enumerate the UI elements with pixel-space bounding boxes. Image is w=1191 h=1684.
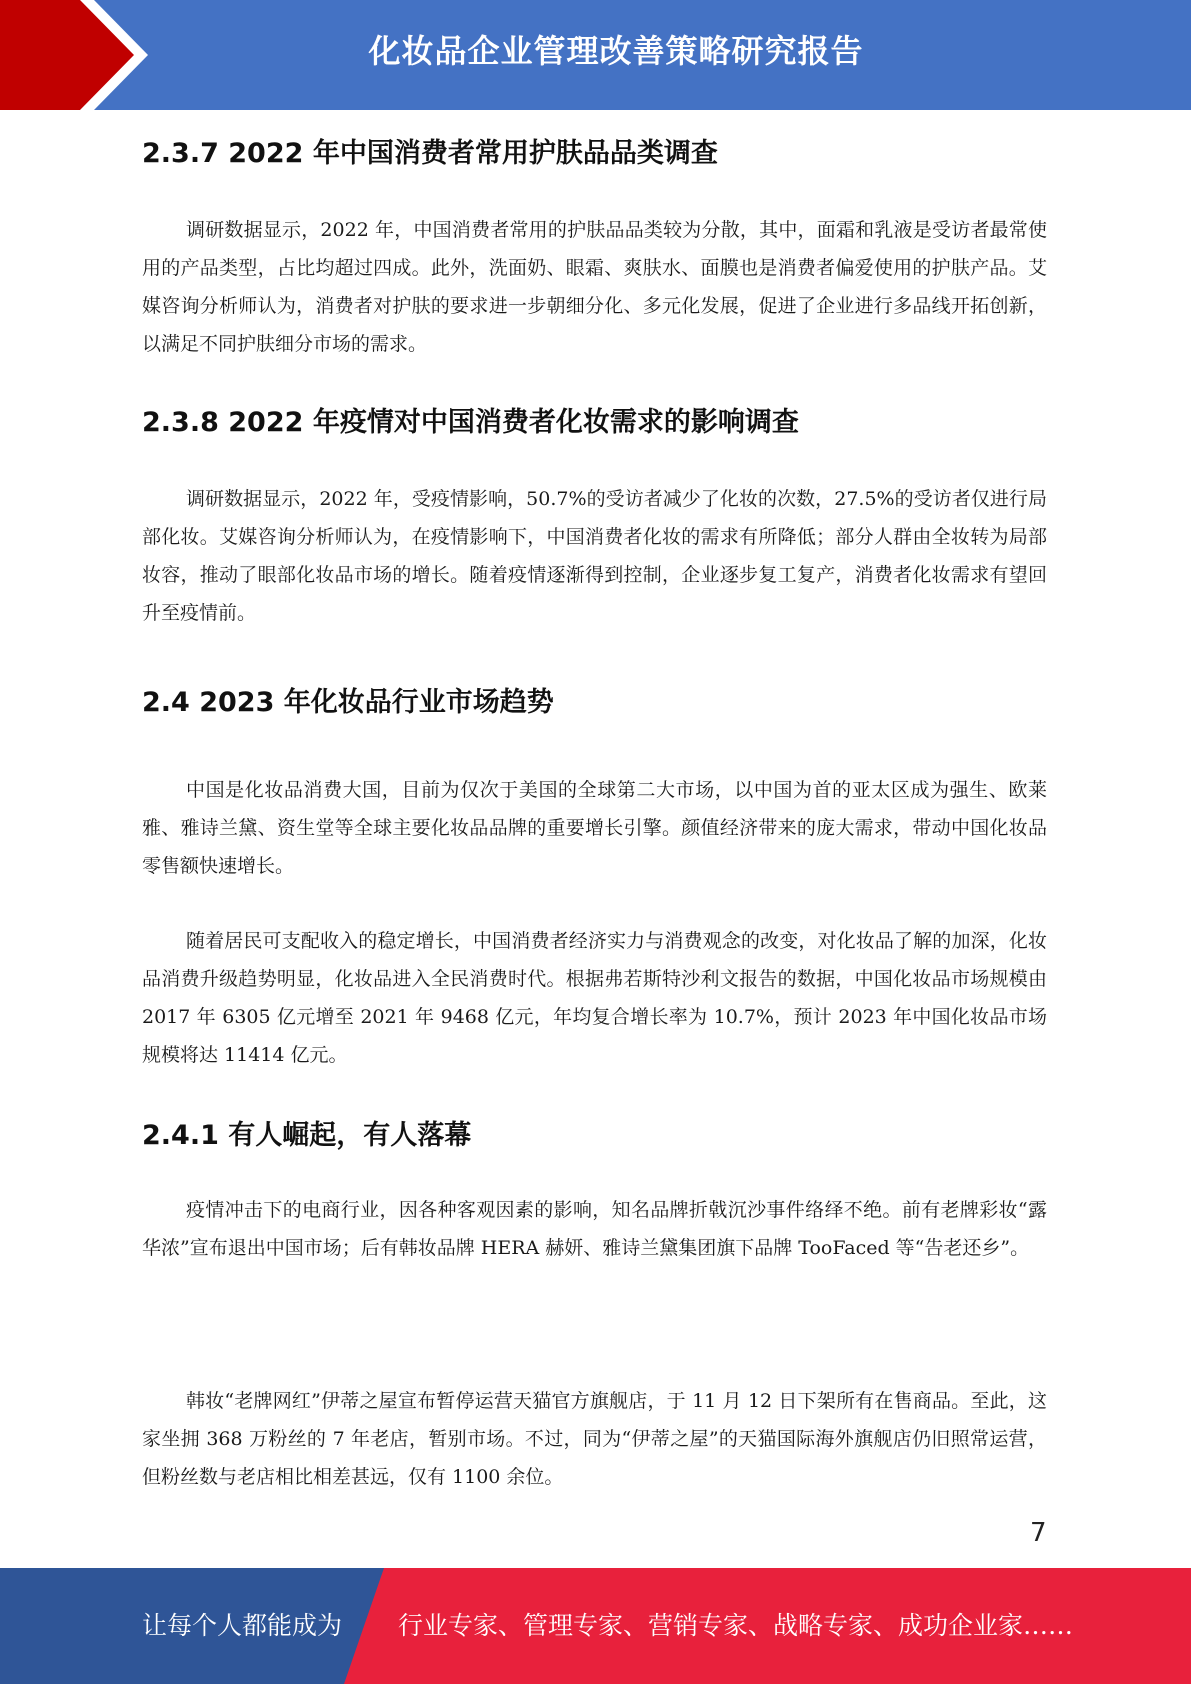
section-2-4-paragraph-2: 随着居民可支配收入的稳定增长，中国消费者经济实力与消费观念的改变，对化妆品了解的加深，化妆品消费升级趋势明显，化妆品进入全民消费时代。根据弗若斯特沙利文报告的数据，中国化妆品市场规模由 2017 年 6305 亿元增至 2021 年 9468 亿元，年均复合增长率为 10.7%，预计 2023 年中国化妆品市场规模将达 11414 亿元。 xyxy=(142,930,1047,1066)
section-heading-2-4: 2.4 2023 年化妆品行业市场趋势 xyxy=(142,687,554,718)
section-heading-2-3-8: 2.3.8 2022 年疫情对中国消费者化妆需求的影响调查 xyxy=(142,407,799,438)
page-footer xyxy=(0,1568,1191,1684)
section-2-4-paragraph-1: 中国是化妆品消费大国，目前为仅次于美国的全球第二大市场，以中国为首的亚太区成为强生、欧莱雅、雅诗兰黛、资生堂等全球主要化妆品品牌的重要增长引擎。颜值经济带来的庞大需求，带动中国化妆品零售额快速增长。 xyxy=(142,779,1047,877)
footer-slogan-left: 让每个人都能成为 xyxy=(142,1611,343,1640)
section-2-4-1-paragraph-1: 疫情冲击下的电商行业，因各种客观因素的影响，知名品牌折戟沉沙事件络绎不绝。前有老牌彩妆“露华浓”宣布退出中国市场；后有韩妆品牌 HERA 赫妍、雅诗兰黛集团旗下品牌 TooFaced 等“告老还乡”。 xyxy=(142,1199,1047,1259)
page-header xyxy=(0,0,1191,110)
section-2-3-7-paragraph-1: 调研数据显示，2022 年，中国消费者常用的护肤品品类较为分散，其中，面霜和乳液是受访者最常使用的产品类型，占比均超过四成。此外，洗面奶、眼霜、爽肤水、面膜也是消费者偏爱使用的护肤产品。艾媒咨询分析师认为，消费者对护肤的要求进一步朝细分化、多元化发展，促进了企业进行多品线开拓创新，以满足不同护肤细分市场的需求。 xyxy=(142,219,1047,355)
footer-slogan-right: 行业专家、管理专家、营销专家、战略专家、成功企业家…… xyxy=(398,1611,1074,1640)
section-2-4-1-paragraph-2: 韩妆“老牌网红”伊蒂之屋宣布暂停运营天猫官方旗舰店，于 11 月 12 日下架所有在售商品。至此，这家坐拥 368 万粉丝的 7 年老店，暂别市场。不过，同为“伊蒂之屋”的天猫国际海外旗舰店仍旧照常运营，但粉丝数与老店相比相差甚远，仅有 1100 余位。 xyxy=(142,1390,1047,1488)
page-number: 7 xyxy=(1030,1518,1047,1548)
section-heading-2-3-7: 2.3.7 2022 年中国消费者常用护肤品品类调查 xyxy=(142,138,718,169)
header-title: 化妆品企业管理改善策略研究报告 xyxy=(368,32,864,70)
section-2-3-8-paragraph-1: 调研数据显示，2022 年，受疫情影响，50.7%的受访者减少了化妆的次数，27.5%的受访者仅进行局部化妆。艾媒咨询分析师认为，在疫情影响下，中国消费者化妆的需求有所降低；部分人群由全妆转为局部妆容，推动了眼部化妆品市场的增长。随着疫情逐渐得到控制，企业逐步复工复产，消费者化妆需求有望回升至疫情前。 xyxy=(142,488,1047,624)
section-heading-2-4-1: 2.4.1 有人崛起，有人落幕 xyxy=(142,1120,472,1151)
